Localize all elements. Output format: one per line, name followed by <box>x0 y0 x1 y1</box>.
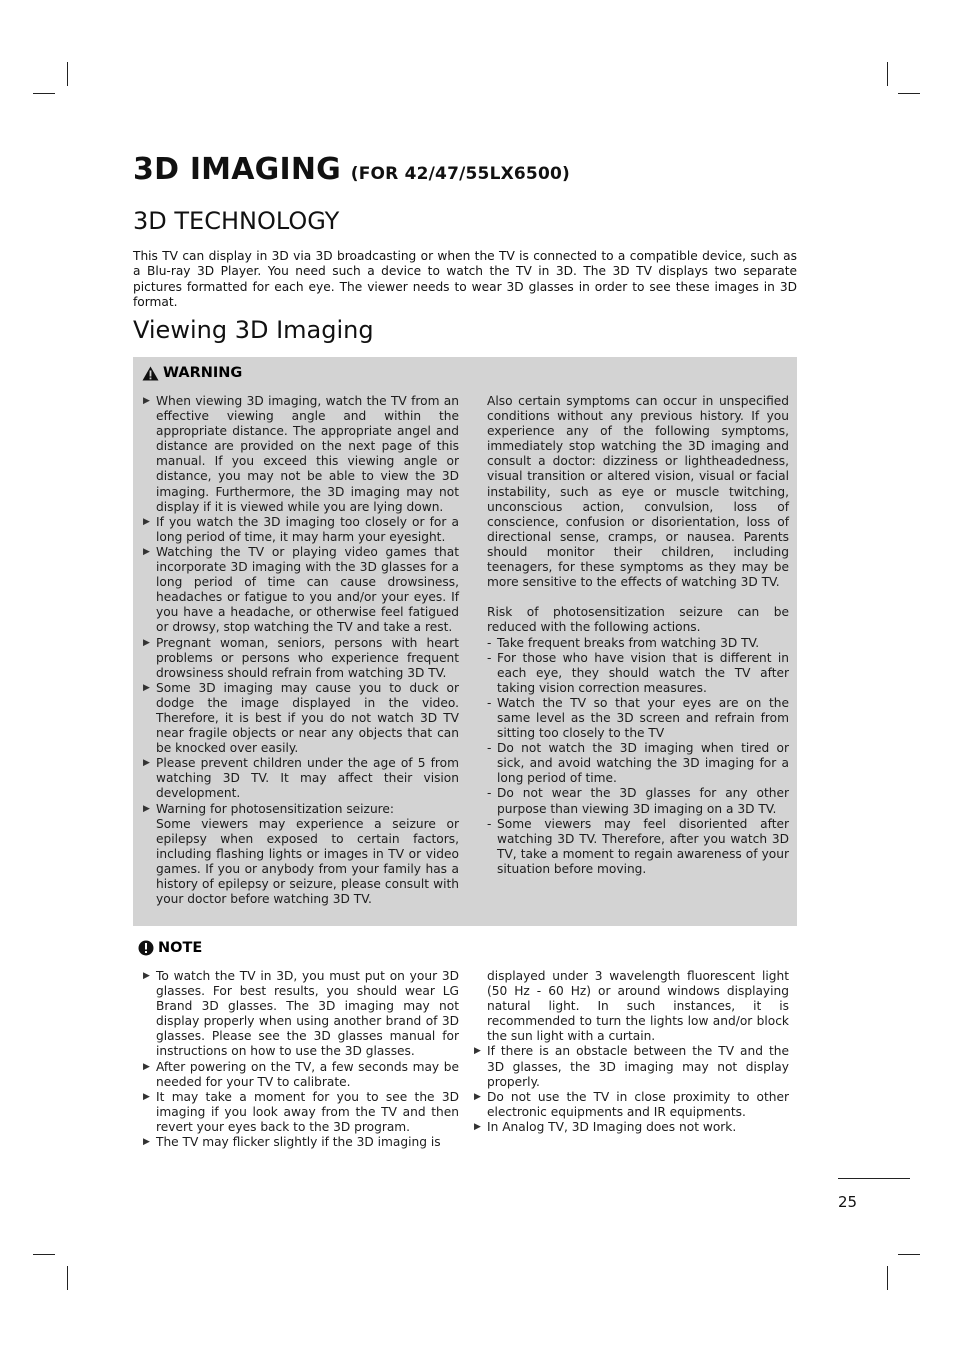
crop-mark <box>898 1254 920 1255</box>
crop-mark <box>887 1266 888 1290</box>
page-title-model: (FOR 42/47/55LX6500) <box>350 164 570 184</box>
warning-item: ▶ When viewing 3D imaging, watch the TV from an effective viewing angle and within the appropriate distance. The appropriate angel and distance are provided on the next page of this manual. If you exceed this viewing angle or distance, you may not be able to view the 3D imaging. Furthermore, the 3D imaging may not display if it is viewed while you are lying down. <box>143 394 459 515</box>
warning-item: ▶ If you watch the 3D imaging too closely or for a long period of time, it may harm your eyesight. <box>143 515 459 545</box>
note-label <box>138 940 202 956</box>
risk-action-item: - For those who have vision that is different in each eye, they should watch the TV after taking vision correction measures. <box>487 651 789 696</box>
note-item: ▶ If there is an obstacle between the TV and the 3D glasses, the 3D imaging may not display properly. <box>474 1044 789 1089</box>
note-item: ▶ It may take a moment for you to see the 3D imaging if you look away from the TV and then revert your eyes back to the 3D program. <box>143 1090 459 1135</box>
note-left-column <box>143 969 459 1150</box>
note-item: ▶ Do not use the TV in close proximity to other electronic equipments and IR equipments. <box>474 1090 789 1120</box>
intro-paragraph: This TV can display in 3D via 3D broadcasting or when the TV is connected to a compatible device, such as a Blu-ray 3D Player. You need such a device to watch the TV in 3D. The 3D TV displays two separate pictures formatted for each eye. The viewer needs to wear 3D glasses in order to see these images in 3D format. <box>133 249 797 309</box>
crop-mark <box>67 62 68 86</box>
crop-mark <box>33 1254 55 1255</box>
warning-item: ▶ Pregnant woman, seniors, persons with heart problems or persons who experience frequent drowsiness should refrain from watching 3D TV. <box>143 636 459 681</box>
note-item: ▶ In Analog TV, 3D Imaging does not work. <box>474 1120 789 1135</box>
note-item: ▶ After powering on the TV, a few seconds may be needed for your TV to calibrate. <box>143 1060 459 1090</box>
crop-mark <box>33 93 55 94</box>
warning-item: ▶ Some 3D imaging may cause you to duck or dodge the image displayed in the video. Therefore, it is best if you do not watch 3D TV near fragile objects or near any objects that can be knocked over easily. <box>143 681 459 756</box>
risk-action-item: - Some viewers may feel disoriented after watching 3D TV. Therefore, after you watch 3D TV, take a moment to regain awareness of your situation before moving. <box>487 817 789 877</box>
warning-label-text: WARNING <box>163 365 243 381</box>
risk-action-item: - Take frequent breaks from watching 3D TV. <box>487 636 789 651</box>
risk-action-item: - Watch the TV so that your eyes are on the same level as the 3D screen and refrain from sitting too closely to the TV <box>487 696 789 741</box>
page-title-main: 3D IMAGING <box>133 152 341 187</box>
crop-mark <box>67 1266 68 1290</box>
note-right-column <box>474 969 789 1135</box>
page-title <box>133 152 570 187</box>
section-title: 3D TECHNOLOGY <box>133 207 340 235</box>
page-number-rule <box>838 1178 910 1179</box>
crop-mark <box>898 93 920 94</box>
page-number: 25 <box>838 1193 858 1211</box>
risk-action-item: - Do not watch the 3D imaging when tired or sick, and avoid watching the 3D imaging for a long period of time. <box>487 741 789 786</box>
note-continuation: displayed under 3 wavelength fluorescent light (50 Hz - 60 Hz) or around windows displaying natural light. In such instances, it is recommended to turn the lights low and/or block the sun light with a curtain. <box>487 969 789 1044</box>
exclamation-circle-icon <box>138 940 154 956</box>
warning-box <box>133 357 797 926</box>
warning-left-column <box>143 394 459 907</box>
note-item: ▶ The TV may flicker slightly if the 3D imaging is <box>143 1135 459 1150</box>
risk-action-item: - Do not wear the 3D glasses for any other purpose than viewing 3D imaging on a 3D TV. <box>487 786 789 816</box>
crop-mark <box>887 62 888 86</box>
warning-right-column <box>487 394 789 877</box>
subsection-title: Viewing 3D Imaging <box>133 316 374 344</box>
note-label-text: NOTE <box>158 940 203 956</box>
warning-label <box>142 365 242 381</box>
warning-item: ▶ Watching the TV or playing video games that incorporate 3D imaging with the 3D glasses for a long period of time can cause drowsiness, headaches or fatigue to you and/or your eyes. If you have a headache, or otherwise feel fatigued or drowsy, stop watching the TV and take a rest. <box>143 545 459 636</box>
symptoms-paragraph: Also certain symptoms can occur in unspecified conditions without any previous history. If you experience any of the following symptoms, immediately stop watching the 3D imaging and consult a doctor: dizziness or lightheadedness, visual transition or altered vision, visual or facial instability, such as eye or muscle twitching, unconscious action, convulsion, loss of conscience, confusion or disorientation, loss of directional sense, cramps, or nausea. Parents should monitor their children, including teenagers, for these symptoms as they may be more sensitive to the effects of watching 3D TV. <box>487 394 789 590</box>
risk-paragraph: Risk of photosensitization seizure can be reduced with the following actions. <box>487 605 789 635</box>
warning-item: ▶ Please prevent children under the age of 5 from watching 3D TV. It may affect their vision development. <box>143 756 459 801</box>
note-item: ▶ To watch the TV in 3D, you must put on your 3D glasses. For best results, you should wear LG Brand 3D glasses. The 3D imaging may not display properly when using another brand of 3D glasses. Please see the 3D glasses manual for instructions on how to use the 3D glasses. <box>143 969 459 1060</box>
warning-item: ▶ Warning for photosensitization seizure: Some viewers may experience a seizure or epilepsy when exposed to certain factors, including flashing lights or images in TV or video games. If you or anybody from your family has a history of epilepsy or seizure, please consult with your doctor before watching 3D TV. <box>143 802 459 908</box>
warning-triangle-icon <box>142 366 159 381</box>
